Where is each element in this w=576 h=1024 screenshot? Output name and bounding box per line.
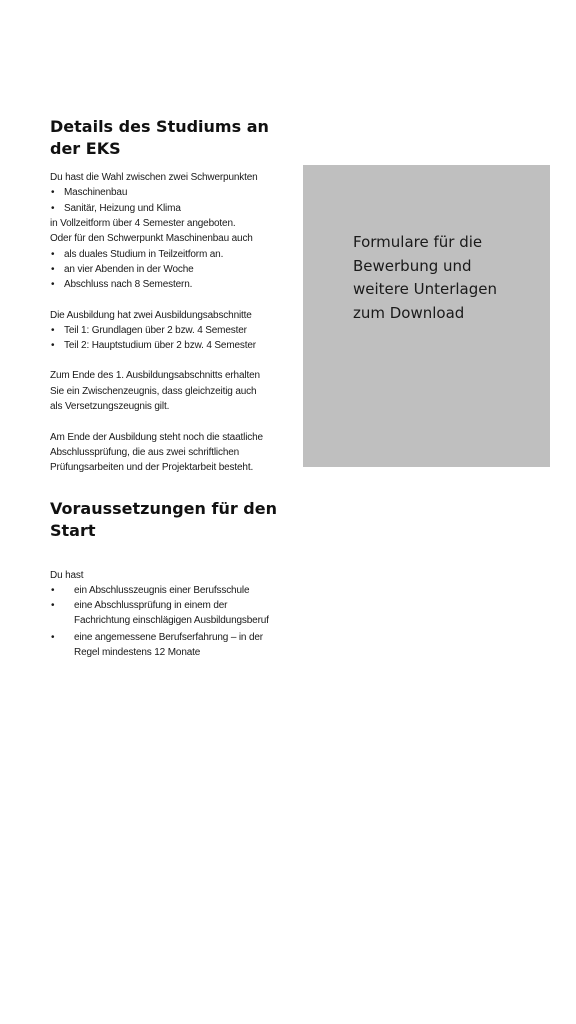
section-title-requirements [50,498,277,542]
bullet-icon: • [51,249,55,260]
bullet-icon: • [51,325,55,336]
bullet-icon: • [51,632,55,643]
body-text: Die Ausbildung hat zwei Ausbildungsabschnitte [50,310,252,321]
list-item: Sanitär, Heizung und Klima [64,203,181,214]
bullet-icon: • [51,279,55,290]
section-title-line: Voraussetzungen für den [50,499,277,518]
list-item: Maschinenbau [64,187,128,198]
body-text: Du hast [50,570,84,581]
section-title-line: der EKS [50,139,121,158]
bullet-icon: • [51,187,55,198]
body-text: Sie ein Zwischenzeugnis, dass gleichzeitig auch [50,386,257,397]
list-item: Teil 2: Hauptstudium über 2 bzw. 4 Semester [64,340,256,351]
bullet-icon: • [51,264,55,275]
list-item: Teil 1: Grundlagen über 2 bzw. 4 Semester [64,325,247,336]
list-item: als duales Studium in Teilzeitform an. [64,249,224,260]
download-forms-panel[interactable] [303,165,550,467]
body-text: Zum Ende des 1. Ausbildungsabschnitts erhalten [50,370,260,381]
bullet-icon: • [51,340,55,351]
body-text: als Versetzungszeugnis gilt. [50,401,170,412]
download-forms-text: Formulare für die Bewerbung und weitere Unterlagen zum Download [353,233,497,322]
list-item: eine angemessene Berufserfahrung – in der [74,632,263,643]
section-title-line: Details des Studiums an [50,117,269,136]
body-text: Abschlussprüfung, die aus zwei schriftlichen [50,447,240,458]
list-item: an vier Abenden in der Woche [64,264,194,275]
section-title-line: Start [50,521,96,540]
section-title-details [50,116,269,160]
body-text: Prüfungsarbeiten und der Projektarbeit besteht. [50,462,254,473]
list-item: eine Abschlussprüfung in einem der [74,600,228,611]
bullet-icon: • [51,600,55,611]
bullet-icon: • [51,585,55,596]
body-text: Am Ende der Ausbildung steht noch die staatliche [50,432,263,443]
list-item-continuation: Fachrichtung einschlägigen Ausbildungsberuf [74,615,269,626]
body-text: Oder für den Schwerpunkt Maschinenbau auch [50,233,253,244]
list-item: ein Abschlusszeugnis einer Berufsschule [74,585,250,596]
bullet-icon: • [51,203,55,214]
body-text: in Vollzeitform über 4 Semester angeboten. [50,218,236,229]
body-text: Du hast die Wahl zwischen zwei Schwerpunkten [50,172,258,183]
list-item-continuation: Regel mindestens 12 Monate [74,647,201,658]
list-item: Abschluss nach 8 Semestern. [64,279,193,290]
